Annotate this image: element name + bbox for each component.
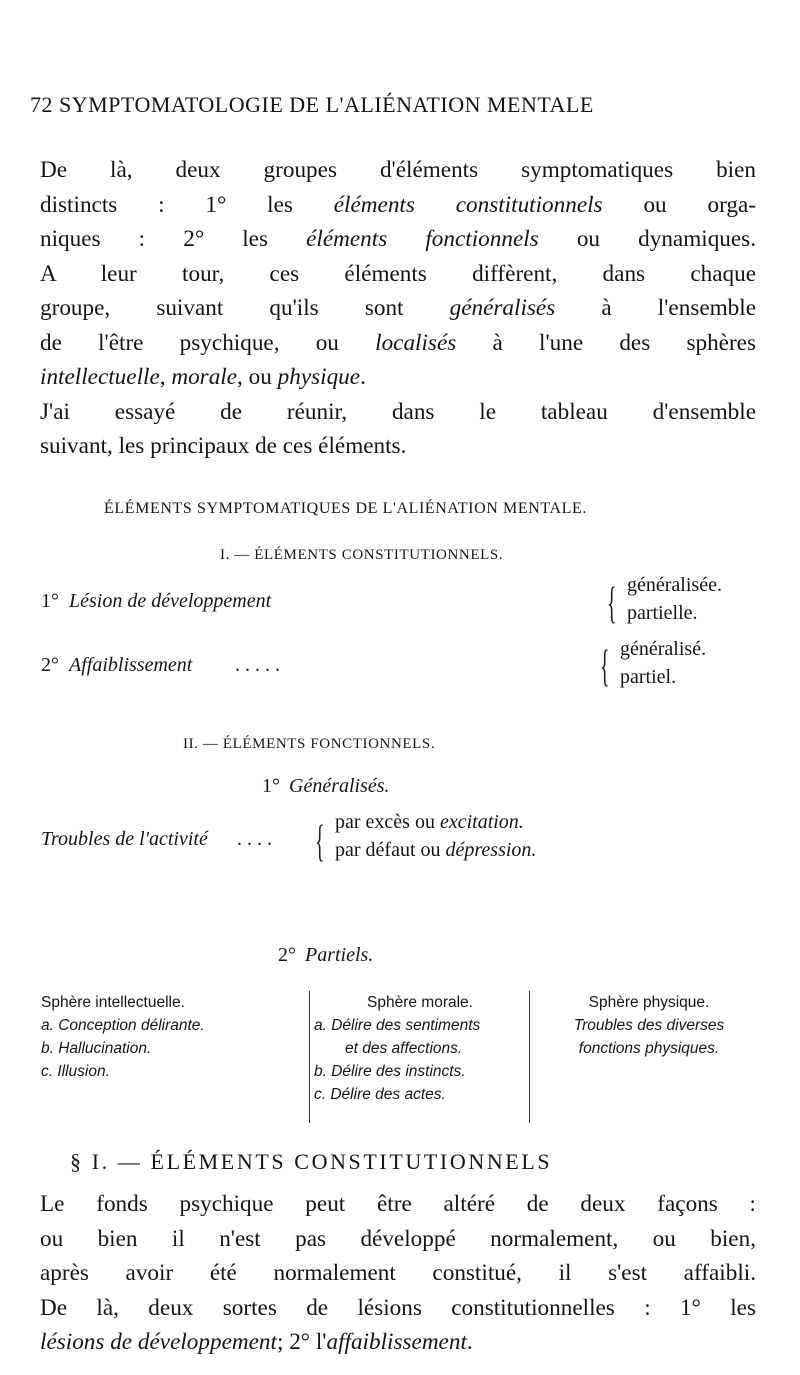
sphere-physique-column [534, 991, 764, 1060]
part-ii-heading: II. — ÉLÉMENTS FONCTIONNELS. [183, 736, 436, 752]
troubles-activite-label: Troubles de l'activité [41, 828, 208, 850]
generalises-number: 1° [262, 775, 280, 797]
lesion-row-number: 1° [41, 590, 59, 612]
affaiblissement-row-label: Affaiblissement [69, 654, 193, 676]
intro-line: intellectuelle, morale, ou physique. [40, 364, 366, 390]
intro-line: J'ai essayé de réunir, dans le tableau d'ensemble [40, 398, 756, 425]
list-item: c. Délire des actes. [314, 1086, 446, 1103]
affaiblissement-option: partiel. [620, 666, 677, 688]
lesion-brace: { [607, 580, 617, 629]
intro-line: suivant, les principaux de ces éléments. [40, 433, 407, 459]
list-item: fonctions physiques. [578, 1040, 720, 1057]
troubles-option: par excès ou excitation. [335, 811, 524, 833]
list-item: et des affections. [345, 1040, 463, 1057]
affaiblissement-leader-dots: . . . . . [235, 654, 280, 676]
intro-line: niques : 2° les éléments fonctionnels ou dynamiques. [40, 226, 756, 252]
affaiblissement-brace: { [600, 643, 610, 692]
column-header: Sphère intellectuelle. [41, 994, 185, 1011]
intro-line: A leur tour, ces éléments diffèrent, dans chaque [40, 260, 756, 287]
list-item: b. Délire des instincts. [314, 1063, 466, 1080]
troubles-leader-dots: . . . . [237, 828, 272, 850]
column-divider [309, 991, 310, 1123]
column-header: Sphère physique. [588, 994, 710, 1011]
lesion-row-label: Lésion de développement [69, 590, 272, 612]
intro-line: distincts : 1° les éléments constitutionnels ou orga- [40, 191, 756, 218]
section-line: lésions de développement; 2° l'affaiblissement. [40, 1329, 473, 1355]
section-line: après avoir été normalement constitué, il s'est affaibli. [40, 1260, 756, 1286]
section-heading: § I. — ÉLÉMENTS CONSTITUTIONNELS [70, 1149, 553, 1174]
affaiblissement-row-number: 2° [41, 654, 59, 676]
column-header: Sphère morale. [367, 994, 473, 1011]
table-title: ÉLÉMENTS SYMPTOMATIQUES DE L'ALIÉNATION MENTALE. [104, 500, 587, 517]
troubles-brace: { [315, 818, 325, 867]
column-divider [529, 991, 530, 1123]
intro-line: groupe, suivant qu'ils sont généralisés à l'ensemble [40, 295, 756, 321]
section-line: ou bien il n'est pas développé normalement, ou bien, [40, 1225, 756, 1252]
section-line: Le fonds psychique peut être altéré de deux façons : [40, 1191, 756, 1217]
sphere-morale-column [314, 991, 526, 1106]
troubles-option: par défaut ou dépression. [335, 839, 537, 861]
list-item: a. Délire des sentiments [314, 1017, 481, 1034]
partiels-label: Partiels. [305, 944, 374, 966]
generalises-label: Généralisés. [289, 775, 390, 797]
intro-paragraph [40, 34, 756, 464]
affaiblissement-option: généralisé. [620, 638, 707, 660]
intro-line: De là, deux groupes d'éléments symptomatiques bien [40, 157, 756, 183]
lesion-option: généralisée. [627, 574, 722, 596]
list-item: a. Conception délirante. [41, 1017, 205, 1034]
lesion-option: partielle. [627, 602, 698, 624]
section-paragraph [40, 1187, 756, 1360]
list-item: c. Illusion. [41, 1063, 110, 1080]
list-item: b. Hallucination. [41, 1040, 152, 1057]
section-line: De là, deux sortes de lésions constitutionnelles : 1° les [40, 1294, 756, 1321]
partiels-number: 2° [278, 944, 296, 966]
sphere-intellectuelle-column [41, 991, 205, 1083]
list-item: Troubles des diverses [573, 1017, 725, 1034]
intro-line: de l'être psychique, ou localisés à l'une des sphères [40, 329, 756, 356]
part-i-heading: I. — ÉLÉMENTS CONSTITUTIONNELS. [220, 547, 504, 563]
running-head: 72 SYMPTOMATOLOGIE DE L'ALIÉNATION MENTALE [30, 92, 594, 117]
